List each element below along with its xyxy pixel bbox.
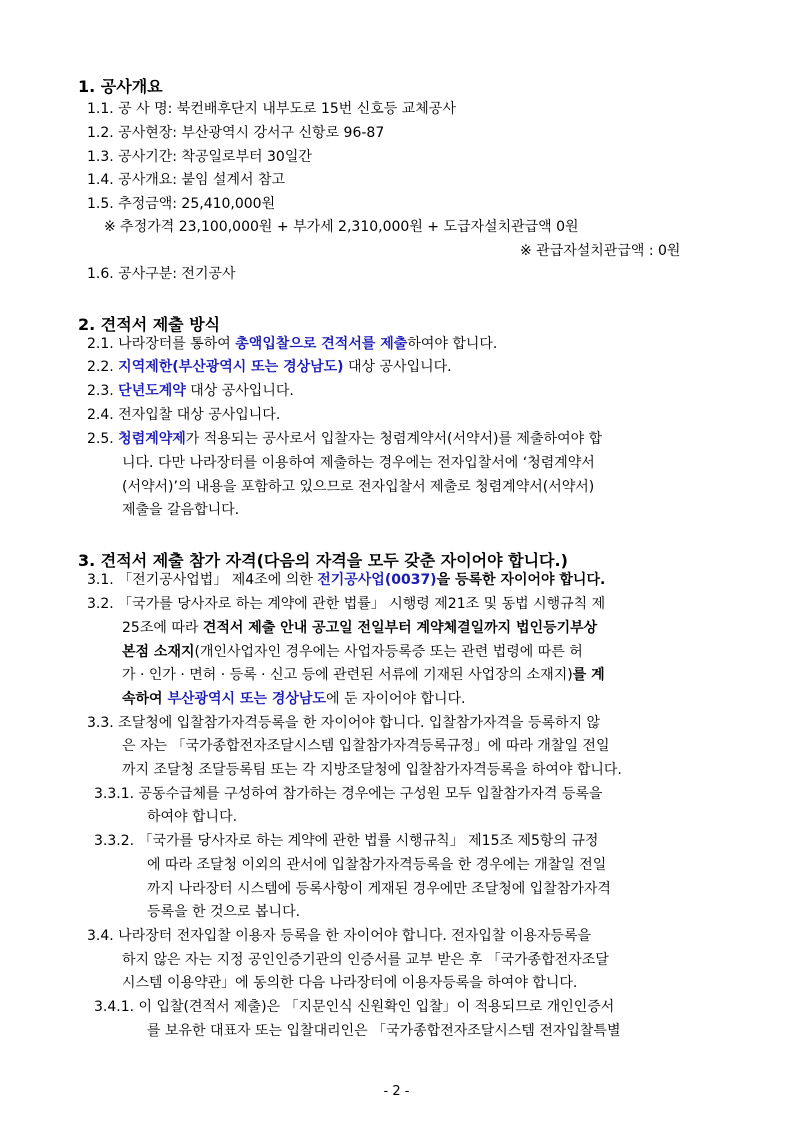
- item-3-3-2-line2: 에 따라 조달청 이외의 관서에 입찰참가자격등록을 한 경우에는 개찰일 전일: [147, 857, 607, 873]
- item-text: 하여야 합니다.: [407, 336, 498, 352]
- item-text: 25조에 따라: [122, 620, 203, 636]
- item-text: 나라장터 전자입찰 이용자 등록을 한 자이어야 합니다. 전자입찰 이용자등록을: [118, 928, 591, 944]
- item-3-1: [87, 573, 605, 587]
- item-text: 공사기간: 착공일로부터 30일간: [118, 149, 312, 165]
- item-1-5: [87, 197, 275, 211]
- item-3-3-line3: 까지 조달청 조달등록팀 또는 각 지방조달청에 입찰참가자격등록을 하여야 합니다.: [122, 762, 622, 778]
- item-2-5-line2: 니다. 다만 나라장터를 이용하여 제출하는 경우에는 전자입찰서에 ‘청렴계약서: [122, 455, 595, 471]
- item-text: 공사개요: 붙임 설계서 참고: [118, 172, 286, 188]
- item-number: 1.5.: [87, 196, 114, 212]
- item-2-3: [87, 384, 294, 398]
- highlight-text: 전기공사업(0037): [317, 572, 437, 588]
- item-number: 2.1.: [87, 336, 114, 352]
- bold-text: 견적서 제출 안내 공고일 전일부터 계약체결일까지 법인등기부상: [202, 620, 598, 636]
- item-3-4-1: [94, 1000, 614, 1014]
- item-3-3-2-line3: 까지 나라장터 시스템에 등록사항이 게재된 경우에만 조달청에 입찰참가자격: [147, 881, 611, 897]
- item-text: 「국가를 당사자로 하는 계약에 관한 법률」 시행령 제21조 및 동법 시행규칙 제: [118, 596, 606, 612]
- item-text: 전자입찰 대상 공사입니다.: [118, 407, 281, 423]
- item-text: 나라장터를 통하여: [118, 336, 236, 352]
- item-3-2: [87, 597, 605, 611]
- item-number: 1.1.: [87, 101, 114, 117]
- highlight-text: 청렴계약제: [118, 431, 186, 447]
- item-1-1: [87, 102, 456, 116]
- item-number: 3.3.2.: [94, 833, 135, 849]
- bold-text: 속하여: [122, 691, 168, 707]
- item-2-5-line4: 제출을 갈음합니다.: [122, 502, 240, 518]
- item-number: 3.3.1.: [94, 786, 135, 802]
- bold-text: 를 계: [572, 667, 605, 683]
- highlight-text: 단년도계약: [118, 383, 186, 399]
- item-text: 공 사 명: 북컨배후단지 내부도로 15번 신호등 교체공사: [118, 101, 456, 117]
- item-text: 가 · 인가 · 면허 · 등록 · 신고 등에 관련된 서류에 기재된 사업장의 소재지): [122, 667, 573, 683]
- bold-text: 본점 소재지: [122, 644, 195, 660]
- bold-text: 을 등록한 자이어야 합니다.: [436, 572, 606, 588]
- highlight-text: 부산광역시 또는 경상남도: [167, 691, 326, 707]
- gov-supply-note: ※ 관급자설치관급액 : 0원: [520, 243, 681, 259]
- item-number: 1.3.: [87, 149, 114, 165]
- section-1-heading: 1. 공사개요: [78, 77, 163, 96]
- item-text: 에 둔 자이어야 합니다.: [325, 691, 466, 707]
- item-text: 「전기공사업법」 제4조에 의한: [118, 572, 318, 588]
- item-3-3-1-line2: 하여야 합니다.: [147, 809, 238, 825]
- item-number: 3.4.: [87, 928, 114, 944]
- item-text: 「국가를 당사자로 하는 계약에 관한 법률 시행규칙」 제15조 제5항의 규정: [138, 833, 599, 849]
- item-3-3-line2: 은 자는 「국가종합전자조달시스템 입찰참가자격등록규정」에 따라 개찰일 전일: [122, 738, 610, 754]
- item-number: 2.5.: [87, 431, 114, 447]
- item-text: 대상 공사입니다.: [343, 359, 452, 375]
- item-1-4: [87, 173, 285, 187]
- item-number: 3.2.: [87, 596, 114, 612]
- item-number: 1.2.: [87, 125, 114, 141]
- item-number: 1.4.: [87, 172, 114, 188]
- highlight-text: 지역제한(부산광역시 또는 경상남도): [118, 359, 344, 375]
- item-2-5-line3: (서약서)’의 내용을 포함하고 있으므로 전자입찰서 제출로 청렴계약서(서약서): [122, 479, 595, 495]
- item-3-2-line3: [122, 645, 583, 659]
- item-text: 대상 공사입니다.: [185, 383, 294, 399]
- item-3-2-line4: [122, 668, 605, 682]
- item-3-4-1-line2: 를 보유한 대표자 또는 입찰대리인은 「국가종합전자조달시스템 전자입찰특별: [147, 1023, 621, 1039]
- item-number: 3.3.: [87, 715, 114, 731]
- item-text: 공동수급체를 구성하여 참가하는 경우에는 구성원 모두 입찰참가자격 등록을: [138, 786, 603, 802]
- item-3-3-2-line4: 등록을 한 것으로 봅니다.: [147, 904, 301, 920]
- item-3-4-line2: 하지 않은 자는 지정 공인인증기관의 인증서를 교부 받은 후 「국가종합전자조달: [122, 952, 609, 968]
- item-3-4-line3: 시스템 이용약관」에 동의한 다음 나라장터에 이용자등록을 하여야 합니다.: [122, 975, 578, 991]
- item-text: 이 입찰(견적서 제출)은 「지문인식 신원확인 입찰」이 적용되므로 개인인증서: [138, 999, 615, 1015]
- item-number: 1.6.: [87, 266, 114, 282]
- item-3-3-2: [94, 834, 598, 848]
- item-number: 3.4.1.: [94, 999, 135, 1015]
- item-1-3: [87, 150, 312, 164]
- item-2-2: [87, 360, 452, 374]
- item-2-1: [87, 337, 497, 351]
- item-number: 2.3.: [87, 383, 114, 399]
- item-text: 공사구분: 전기공사: [118, 266, 236, 282]
- item-3-4: [87, 929, 591, 943]
- item-1-6: [87, 267, 236, 281]
- item-text: 조달청에 입찰참가자격등록을 한 자이어야 합니다. 입찰참가자격을 등록하지 않: [118, 715, 601, 731]
- item-text: 추정금액: 25,410,000원: [118, 196, 276, 212]
- item-2-4: [87, 408, 280, 422]
- item-2-5: [87, 432, 602, 446]
- item-text: 가 적용되는 공사로서 입찰자는 청렴계약서(서약서)를 제출하여야 합: [185, 431, 603, 447]
- item-3-2-line5: [122, 692, 466, 706]
- item-3-3-1: [94, 787, 602, 801]
- price-note: ※ 추정가격 23,100,000원 + 부가세 2,310,000원 + 도급자설치관급액 0원: [104, 219, 579, 235]
- item-1-2: [87, 126, 384, 140]
- item-number: 3.1.: [87, 572, 114, 588]
- highlight-text: 총액입찰으로 견적서를 제출: [235, 336, 408, 352]
- item-number: 2.4.: [87, 407, 114, 423]
- section-3-heading: 3. 견적서 제출 참가 자격(다음의 자격을 모두 갖춘 자이어야 합니다.): [78, 551, 568, 570]
- item-3-2-line2: [122, 621, 597, 635]
- section-2-heading: 2. 견적서 제출 방식: [78, 315, 221, 334]
- item-number: 2.2.: [87, 359, 114, 375]
- item-3-3: [87, 716, 600, 730]
- item-text: (개인사업자인 경우에는 사업자등록증 또는 관련 법령에 따른 허: [194, 644, 583, 660]
- item-text: 공사현장: 부산광역시 강서구 신항로 96-87: [118, 125, 385, 141]
- page-number: - 2 -: [383, 1084, 410, 1099]
